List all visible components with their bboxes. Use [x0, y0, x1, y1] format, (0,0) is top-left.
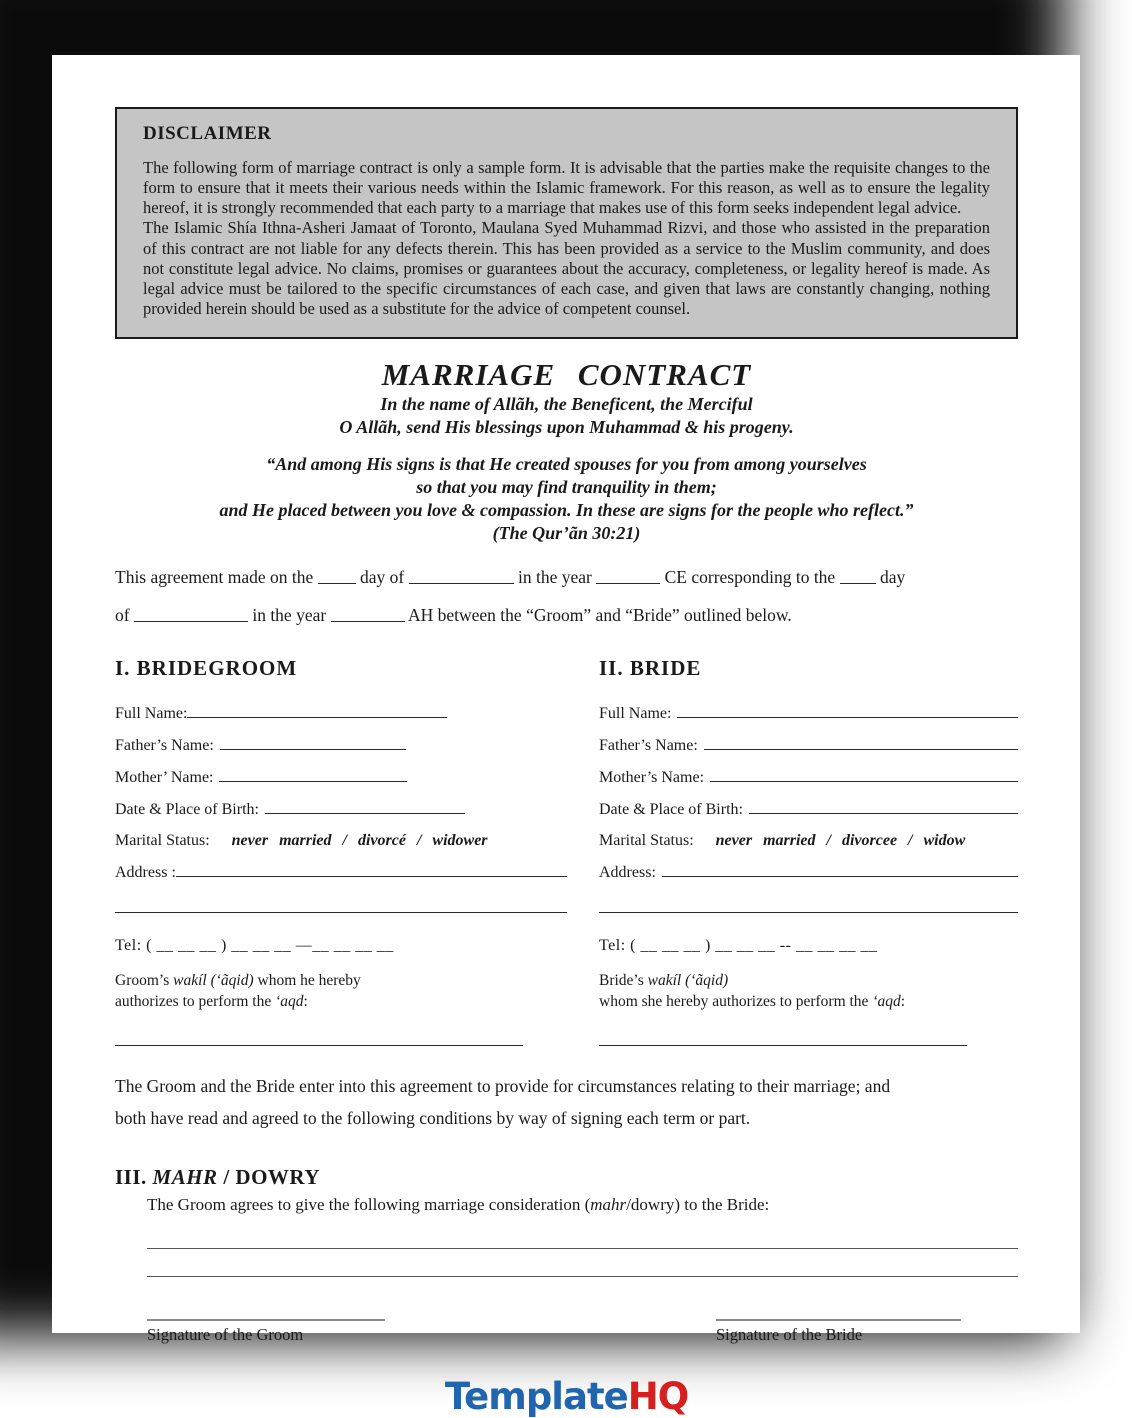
bride-signature-label: Signature of the Bride [716, 1324, 863, 1344]
groom-wakil-seg-3: : [303, 993, 308, 1011]
bride-address-label: Address: [599, 864, 656, 882]
groom-birth-label: Date & Place of Birth: [115, 801, 259, 819]
document-page [52, 55, 1080, 1418]
groom-birth-field [115, 799, 567, 819]
disclaimer-box [115, 107, 1018, 339]
groom-tel-field: Tel: ( __ __ __ ) __ __ __ —__ __ __ __ [115, 937, 394, 955]
bride-mother-name-field [599, 767, 1018, 787]
agreement-seg-4: CE corresponding to the [664, 567, 836, 588]
year-ah-blank [331, 619, 405, 622]
groom-mother-name-field [115, 767, 567, 787]
groom-signature-line [147, 1319, 385, 1321]
bride-father-name-label: Father’s Name: [599, 737, 698, 755]
groom-address-field [115, 862, 567, 882]
month-blank [409, 581, 514, 584]
mahr-line-2 [147, 1276, 1018, 1277]
logo-part-template: Template [444, 1374, 628, 1418]
mahr-statement-seg-2: /dowry) to the Bride: [626, 1194, 770, 1214]
bride-birth-field [599, 799, 1018, 819]
bride-wakil-seg-2: whom she hereby authorizes to perform the [599, 993, 873, 1011]
groom-marital-status-options: never married / divorcé / widower [231, 832, 488, 850]
groom-mother-name-line [219, 767, 407, 782]
bride-signature-line [716, 1319, 961, 1321]
agreement-statement-line-2: both have read and agreed to the following conditions by way of signing each term or part. [115, 1107, 751, 1128]
day-2-blank [840, 581, 876, 584]
groom-wakil-term-1: wakíl (‘ãqid) [173, 972, 254, 990]
bride-wakil-term-2: ‘aqd [872, 993, 901, 1011]
agreement-seg-5: day [879, 567, 906, 588]
bridegroom-heading: I. BRIDEGROOM [115, 656, 298, 681]
footer-logo-row [115, 1375, 1018, 1418]
title-block [115, 357, 1018, 545]
bride-father-name-line [704, 735, 1018, 750]
parties-columns [115, 656, 1018, 1046]
document-title: MARRIAGE CONTRACT [381, 357, 752, 392]
agreement-seg-8: AH between the “Groom” and “Bride” outlined below. [407, 605, 792, 626]
bride-wakil-line [599, 1045, 967, 1046]
quran-quote [115, 453, 1018, 545]
agreement-seg-2: day of [360, 567, 405, 588]
bride-wakil-term-1: wakíl (‘ãqid) [647, 972, 729, 990]
groom-full-name-label: Full Name: [115, 705, 188, 723]
signature-row [115, 1319, 1018, 1345]
bride-full-name-line [677, 703, 1018, 718]
mahr-heading-suffix: / DOWRY [217, 1164, 320, 1189]
bride-wakil-seg-1: Bride’s [599, 972, 648, 990]
bride-tel-field: Tel: ( __ __ __ ) __ __ __ -- __ __ __ __ [599, 937, 878, 955]
invocation-line-2: O Allãh, send His blessings upon Muhammad & his progeny. [339, 416, 794, 437]
groom-father-name-field [115, 735, 567, 755]
bride-address-line-2 [599, 912, 1018, 913]
day-blank [318, 581, 356, 584]
disclaimer-paragraph-1: The following form of marriage contract is only a sample form. It is advisable that the parties make the requisite changes to the form to ensure that it meets their various needs within the Islamic framework. For this reason, as well as to ensure the legality hereof, it is strongly recommended that each party to a marriage that makes use of this form seeks independent legal advice. [143, 158, 990, 218]
bride-full-name-label: Full Name: [599, 705, 672, 723]
bridegroom-section [115, 656, 567, 1046]
groom-marital-status-label: Marital Status: [115, 832, 210, 850]
groom-marital-status-field [115, 831, 567, 850]
mahr-heading-term: MAHR [152, 1164, 218, 1189]
bride-mother-name-label: Mother’s Name: [599, 769, 705, 787]
bride-marital-status-label: Marital Status: [599, 832, 694, 850]
mahr-statement-seg-1: The Groom agrees to give the following marriage consideration ( [147, 1194, 591, 1214]
agreement-statement [115, 1076, 1018, 1129]
groom-wakil-seg-2: whom he hereby authorizes to perform the [115, 972, 361, 1011]
quote-line-2: so that you may find tranquility in them; [416, 477, 717, 498]
bride-heading: II. BRIDE [599, 656, 702, 681]
groom-wakil-seg-1: Groom’s [115, 972, 174, 990]
quote-line-3: and He placed between you love & compassion. In these are signs for the people who reflect.” [219, 500, 914, 521]
agreement-line-1 [115, 567, 1018, 588]
agreement-seg-7: in the year [252, 605, 327, 626]
bride-mother-name-line [710, 767, 1018, 782]
groom-father-name-line [220, 735, 406, 750]
quote-source: (The Qur’ãn 30:21) [492, 523, 641, 544]
groom-wakil-term-2: ‘aqd [275, 993, 304, 1011]
bride-wakil-text [599, 971, 1018, 1013]
mahr-heading-prefix: III. [115, 1164, 153, 1189]
groom-mother-name-label: Mother’ Name: [115, 769, 214, 787]
bride-birth-line [749, 799, 1018, 814]
month-ah-blank [134, 619, 248, 622]
agreement-seg-6: of [115, 605, 130, 626]
groom-signature-block [147, 1319, 385, 1345]
groom-father-name-label: Father’s Name: [115, 737, 214, 755]
bride-father-name-field [599, 735, 1018, 755]
disclaimer-title: DISCLAIMER [143, 123, 272, 144]
quote-line-1: “And among His signs is that He created spouses for you from among yourselves [266, 454, 867, 474]
mahr-statement-term: mahr [590, 1194, 627, 1214]
agreement-intro [115, 567, 1018, 626]
bride-marital-status-options: never married / divorcee / widow [715, 832, 966, 850]
mahr-statement [147, 1195, 1018, 1215]
agreement-statement-line-1: The Groom and the Bride enter into this agreement to provide for circumstances relating to their marriage; and [115, 1075, 891, 1096]
templatehq-logo [445, 1375, 688, 1418]
groom-address-label: Address : [115, 864, 176, 882]
disclaimer-paragraph-2: The Islamic Shía Ithna-Asheri Jamaat of Toronto, Maulana Syed Muhammad Rizvi, and those who assisted in the preparation of this contract are not liable for any defects therein. This has been provided as a service to the Muslim community, and does not constitute legal advice. No claims, promises or guarantees about the accuracy, completeness, or legality hereof is made. As legal advice must be tailored to the specific circumstances of each case, and given that laws are constantly changing, nothing provided herein should be used as a substitute for the advice of competent counsel. [143, 218, 990, 318]
bride-section [599, 656, 1018, 1046]
year-ce-blank [596, 581, 660, 584]
mahr-heading [115, 1165, 1018, 1190]
groom-signature-label: Signature of the Groom [147, 1324, 304, 1344]
bride-birth-label: Date & Place of Birth: [599, 801, 743, 819]
groom-wakil-line [115, 1045, 523, 1046]
agreement-line-2 [115, 605, 1018, 626]
bride-address-line-1 [662, 862, 1018, 877]
bride-wakil-seg-3: : [900, 993, 906, 1011]
bride-signature-block [716, 1319, 961, 1345]
invocation-line-1: In the name of Allãh, the Beneficent, the Merciful [380, 394, 753, 414]
groom-address-line-1 [176, 862, 567, 877]
groom-full-name-line [187, 703, 447, 718]
groom-birth-line [265, 799, 465, 814]
logo-part-hq: HQ [627, 1374, 689, 1418]
groom-wakil-text [115, 971, 425, 1013]
mahr-line-1 [147, 1248, 1018, 1249]
groom-address-line-2 [115, 912, 567, 913]
bride-full-name-field [599, 703, 1018, 723]
agreement-seg-1: This agreement made on the [115, 567, 314, 588]
bride-address-field [599, 862, 1018, 882]
agreement-seg-3: in the year [518, 567, 592, 588]
groom-full-name-field [115, 703, 567, 723]
bride-marital-status-field [599, 831, 1018, 850]
